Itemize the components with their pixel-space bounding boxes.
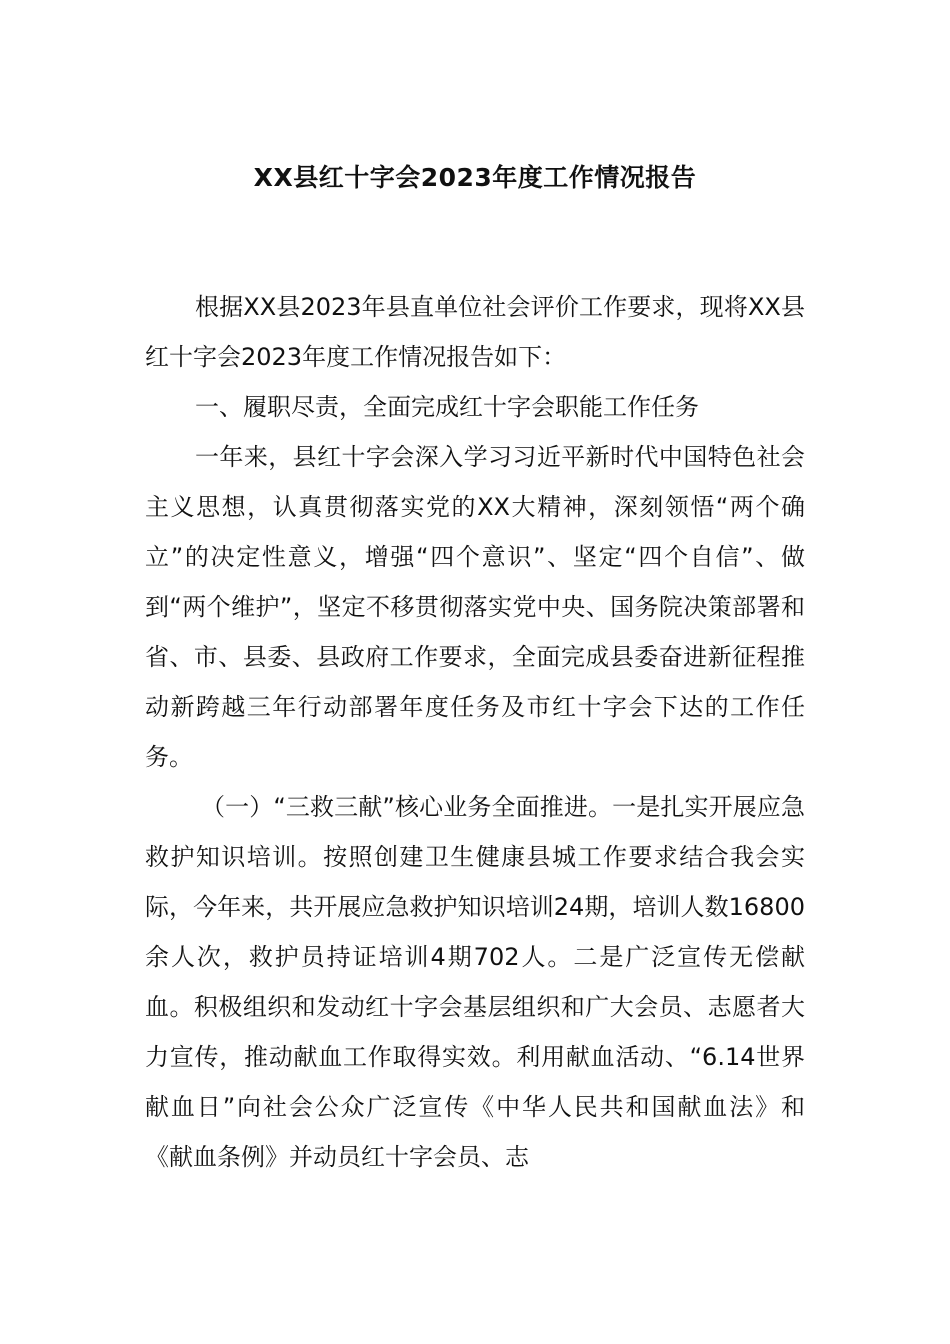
document-title: XX县红十字会2023年度工作情况报告 [253, 163, 697, 192]
summary-paragraph: 一年来，县红十字会深入学习习近平新时代中国特色社会主义思想，认真贯彻落实党的XX大精神，深刻领悟“两个确立”的决定性意义，增强“四个意识”、坚定“四个自信”、做到“两个维护”，坚定不移贯彻落实党中央、国务院决策部署和省、市、县委、县政府工作要求，全面完成县委奋进新征程推动新跨越三年行动部署年度任务及市红十字会下达的工作任务。 [145, 443, 805, 771]
item-paragraph: （一）“三救三献”核心业务全面推进。一是扎实开展应急救护知识培训。按照创建卫生健康县城工作要求结合我会实际，今年来，共开展应急救护知识培训24期，培训人数16800余人次，救护员持证培训4期702人。二是广泛宣传无偿献血。积极组织和发动红十字会基层组织和广大会员、志愿者大力宣传，推动献血工作取得实效。利用献血活动、“6.14世界献血日”向社会公众广泛宣传《中华人民共和国献血法》和《献血条例》并动员红十字会员、志 [145, 793, 805, 1171]
section-heading: 一、履职尽责，全面完成红十字会职能工作任务 [195, 393, 699, 421]
document-body [145, 282, 805, 1182]
intro-paragraph: 根据XX县2023年县直单位社会评价工作要求，现将XX县红十字会2023年度工作情况报告如下： [145, 293, 805, 371]
